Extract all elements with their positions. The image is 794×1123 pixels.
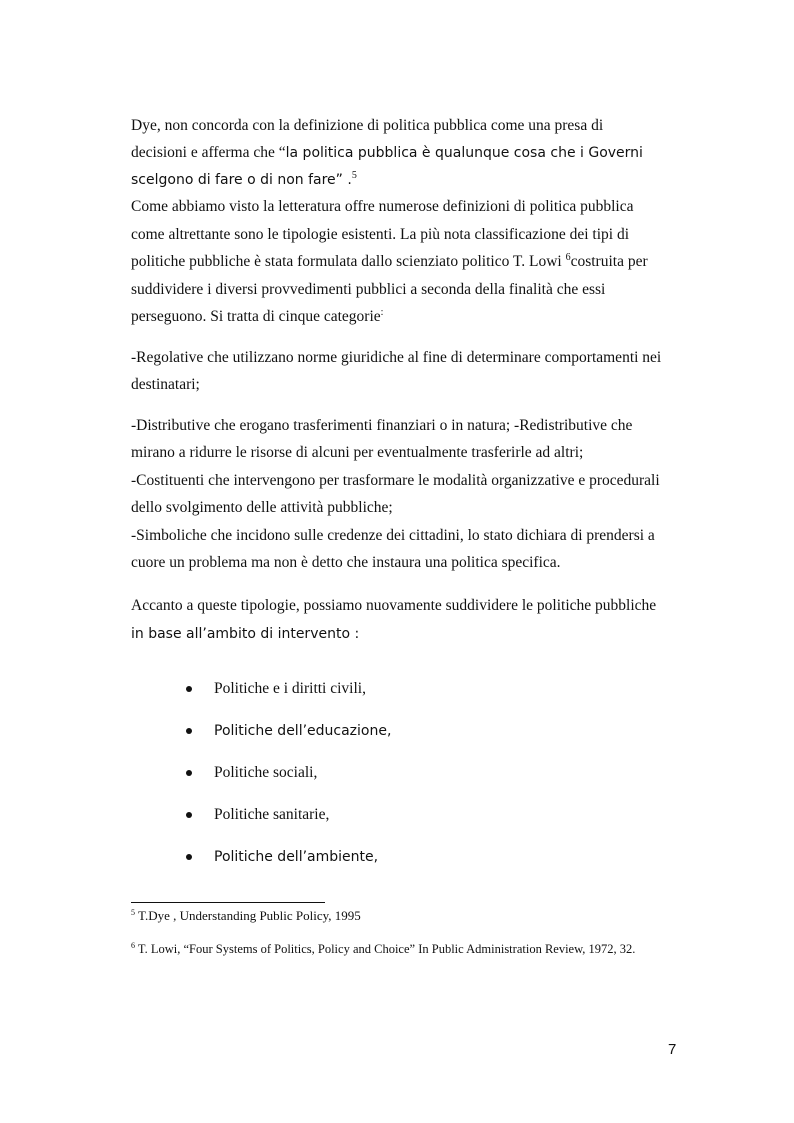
paragraph-line (131, 471, 660, 491)
bullet-icon (186, 812, 192, 818)
list-item-text: Politiche dell’ambiente, (214, 849, 379, 865)
text: -Simboliche che incidono sulle credenze dei cittadini, lo stato dichiara di prendersi a (131, 527, 655, 544)
list-item-text: Politiche sociali, (214, 764, 318, 781)
footnote-5 (131, 908, 361, 924)
paragraph-line (131, 416, 632, 436)
text: perseguono. Si tratta di cinque categorie (131, 308, 381, 325)
paragraph-line (131, 553, 561, 573)
footnote-ref-6: 6 (565, 252, 571, 263)
paragraph-line (131, 252, 648, 272)
footnote-number: 6 (131, 941, 135, 950)
text: decisioni e afferma che “ (131, 144, 286, 161)
paragraph-line (131, 197, 633, 217)
paragraph-line (131, 443, 583, 463)
text: destinatari; (131, 376, 200, 393)
paragraph-line (131, 526, 655, 546)
text: suddividere i diversi provvedimenti pubblici a seconda della finalità che essi (131, 281, 606, 298)
bullet-icon (186, 854, 192, 860)
bullet-icon (186, 728, 192, 734)
text: -Costituenti che intervengono per trasformare le modalità organizzative e procedurali (131, 472, 660, 489)
text: dello svolgimento delle attività pubbliche; (131, 499, 393, 516)
footnote-6 (131, 941, 635, 957)
paragraph-line (131, 348, 661, 368)
bullet-icon (186, 686, 192, 692)
text: Dye, non concorda con la definizione di politica pubblica come una presa di (131, 117, 604, 134)
paragraph-line (131, 624, 359, 644)
text: cuore un problema ma non è detto che instaura una politica specifica. (131, 554, 561, 571)
footnote-number: 5 (131, 908, 135, 917)
quote-text: scelgono di fare o di non fare” . (131, 172, 352, 188)
text: in base all’ambito di intervento : (131, 626, 360, 642)
page-number: 7 (668, 1041, 677, 1058)
bullet-icon (186, 770, 192, 776)
list-item-text: Politiche dell’educazione, (214, 723, 392, 739)
text: politiche pubbliche è stata formulata dallo scienziato politico T. Lowi (131, 253, 566, 270)
paragraph-line (131, 225, 629, 245)
text: costruita per (570, 253, 648, 270)
footnote-text: T. Lowi, “Four Systems of Politics, Policy and Choice” In Public Administration Review, 1972, 32. (137, 942, 636, 956)
footnote-separator (131, 902, 325, 903)
paragraph-line (131, 596, 656, 616)
colon-mark: : (380, 307, 384, 318)
paragraph-line (131, 170, 357, 190)
footnote-text: T.Dye , Understanding Public Policy, 1995 (138, 908, 361, 923)
text: mirano a ridurre le risorse di alcuni per eventualmente trasferirle ad altri; (131, 444, 584, 461)
text: come altrettante sono le tipologie esistenti. La più nota classificazione dei tipi di (131, 226, 630, 243)
quote-text: la politica pubblica è qualunque cosa che i Governi (285, 145, 643, 161)
paragraph-line (131, 375, 200, 395)
text: -Distributive che erogano trasferimenti finanziari o in natura; -Redistributive che (131, 417, 633, 434)
text: -Regolative che utilizzano norme giuridiche al fine di determinare comportamenti nei (131, 349, 662, 366)
paragraph-line (131, 280, 605, 300)
text: Come abbiamo visto la letteratura offre numerose definizioni di politica pubblica (131, 198, 634, 215)
paragraph-line (131, 116, 603, 136)
text: Accanto a queste tipologie, possiamo nuovamente suddividere le politiche pubbliche (131, 597, 657, 614)
paragraph-line (131, 498, 393, 518)
footnote-ref-5: 5 (351, 170, 357, 181)
list-item-text: Politiche e i diritti civili, (214, 680, 366, 697)
paragraph-line (131, 307, 383, 327)
list-item-text: Politiche sanitarie, (214, 806, 330, 823)
paragraph-line (131, 143, 643, 163)
